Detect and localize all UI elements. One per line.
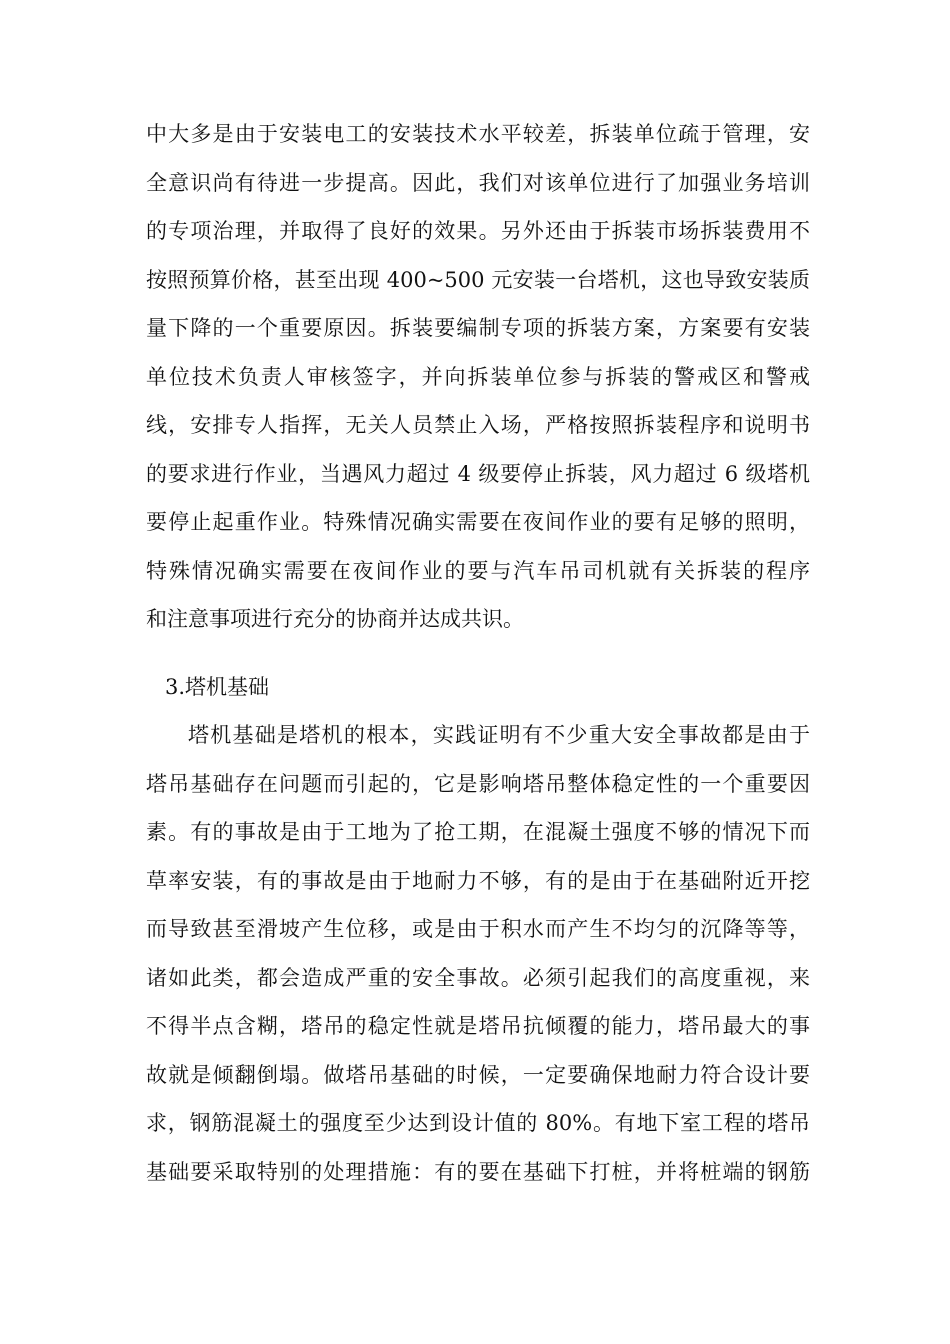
paragraph-line: 按照预算价格，甚至出现 400~500 元安装一台塔机，这也导致安装质 xyxy=(146,267,810,292)
paragraph-line: 素。有的事故是由于工地为了抢工期，在混凝土强度不够的情况下而 xyxy=(146,820,810,844)
paragraph-line: 要停止起重作业。特殊情况确实需要在夜间作业的要有足够的照明， xyxy=(146,510,810,534)
paragraph-line: 量下降的一个重要原因。拆装要编制专项的拆装方案，方案要有安装 xyxy=(146,316,810,340)
paragraph-line: 线，安排专人指挥，无关人员禁止入场，严格按照拆装程序和说明书 xyxy=(146,413,810,437)
paragraph-line: 草率安装，有的事故是由于地耐力不够，有的是由于在基础附近开挖 xyxy=(146,868,810,893)
paragraph-line: 故就是倾翻倒塌。做塔吊基础的时候，一定要确保地耐力符合设计要 xyxy=(146,1062,810,1087)
paragraph-line: 特殊情况确实需要在夜间作业的要与汽车吊司机就有关拆装的程序 xyxy=(146,558,810,583)
paragraph-line: 塔吊基础存在问题而引起的，它是影响塔吊整体稳定性的一个重要因 xyxy=(146,771,810,796)
paragraph-line-last: 和注意事项进行充分的协商并达成共识。 xyxy=(146,607,524,631)
paragraph-line: 基础要采取特别的处理措施：有的要在基础下打桩，并将桩端的钢筋 xyxy=(146,1159,810,1184)
section-heading: 3.塔机基础 xyxy=(165,675,270,699)
paragraph-line: 不得半点含糊，塔吊的稳定性就是塔吊抗倾覆的能力，塔吊最大的事 xyxy=(146,1014,810,1038)
paragraph-line: 全意识尚有待进一步提高。因此，我们对该单位进行了加强业务培训 xyxy=(146,170,810,195)
paragraph-line: 中大多是由于安装电工的安装技术水平较差，拆装单位疏于管理，安 xyxy=(146,122,810,146)
paragraph-line: 的专项治理，并取得了良好的效果。另外还由于拆装市场拆装费用不 xyxy=(146,219,810,243)
paragraph-line: 而导致甚至滑坡产生位移，或是由于积水而产生不均匀的沉降等等， xyxy=(146,917,810,941)
paragraph-installation-safety xyxy=(146,110,810,644)
paragraph-line-first: 塔机基础是塔机的根本，实践证明有不少重大安全事故都是由于 xyxy=(188,723,810,747)
paragraph-line: 单位技术负责人审核签字，并向拆装单位参与拆装的警戒区和警戒 xyxy=(146,364,810,389)
paragraph-line: 求，钢筋混凝土的强度至少达到设计值的 80%。有地下室工程的塔吊 xyxy=(146,1111,810,1135)
paragraph-tower-crane-foundation xyxy=(146,711,810,1196)
paragraph-line: 的要求进行作业，当遇风力超过 4 级要停止拆装，风力超过 6 级塔机 xyxy=(146,461,810,486)
paragraph-line: 诸如此类，都会造成严重的安全事故。必须引起我们的高度重视，来 xyxy=(146,965,810,990)
